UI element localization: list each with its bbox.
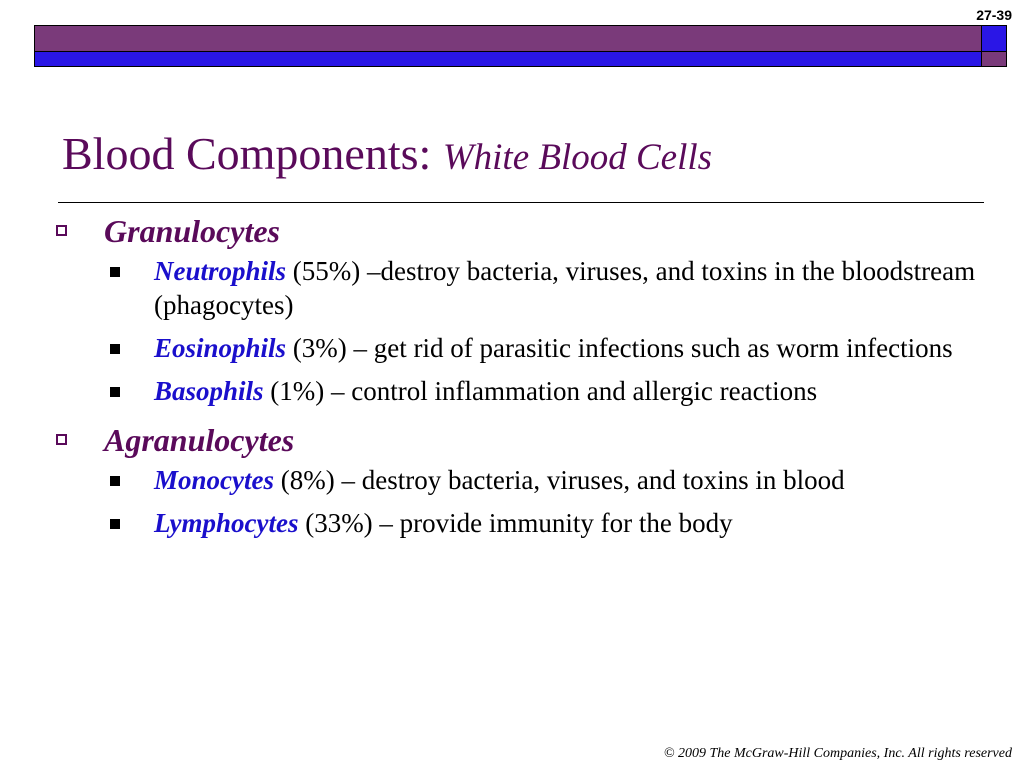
item-description: (33%) – provide immunity for the body xyxy=(305,508,733,538)
list-item-lymphocytes xyxy=(0,506,1024,540)
list-item-basophils xyxy=(0,374,1024,408)
header-square-blue xyxy=(981,25,1007,52)
item-description: (8%) – destroy bacteria, viruses, and toxins in blood xyxy=(280,465,845,495)
term-eosinophils: Eosinophils xyxy=(154,333,287,363)
list-item-monocytes xyxy=(0,463,1024,497)
section-heading-agranulocytes xyxy=(0,417,1024,463)
section-heading-label: Granulocytes xyxy=(104,213,280,249)
item-description: (1%) – control inflammation and allergic reactions xyxy=(270,376,818,406)
title-subtitle: White Blood Cells xyxy=(442,137,713,178)
slide-number: 27-39 xyxy=(976,7,1012,23)
filled-square-bullet-icon xyxy=(110,519,120,529)
header-bar-purple xyxy=(34,25,982,52)
term-neutrophils: Neutrophils xyxy=(154,256,287,286)
section-heading-granulocytes xyxy=(0,208,1024,254)
header-bar-blue xyxy=(34,51,982,67)
title-divider xyxy=(58,202,984,203)
item-description: (3%) – get rid of parasitic infections such as worm infections xyxy=(292,333,953,363)
hollow-square-bullet-icon xyxy=(56,225,67,236)
list-item-eosinophils xyxy=(0,331,1024,365)
title-main: Blood Components: xyxy=(62,128,432,179)
list-item-neutrophils xyxy=(0,254,1024,322)
filled-square-bullet-icon xyxy=(110,476,120,486)
slide-title xyxy=(62,126,712,181)
item-description: (55%) –destroy bacteria, viruses, and toxins in the bloodstream (phagocytes) xyxy=(154,256,976,320)
term-lymphocytes: Lymphocytes xyxy=(154,508,299,538)
header-square-purple xyxy=(981,51,1007,67)
filled-square-bullet-icon xyxy=(110,267,120,277)
hollow-square-bullet-icon xyxy=(56,434,67,445)
section-heading-label: Agranulocytes xyxy=(104,422,295,458)
term-monocytes: Monocytes xyxy=(154,465,274,495)
copyright-footer: © 2009 The McGraw-Hill Companies, Inc. All rights reserved xyxy=(663,746,1012,761)
term-basophils: Basophils xyxy=(154,376,264,406)
filled-square-bullet-icon xyxy=(110,344,120,354)
filled-square-bullet-icon xyxy=(110,387,120,397)
bullet-list xyxy=(0,208,1024,549)
